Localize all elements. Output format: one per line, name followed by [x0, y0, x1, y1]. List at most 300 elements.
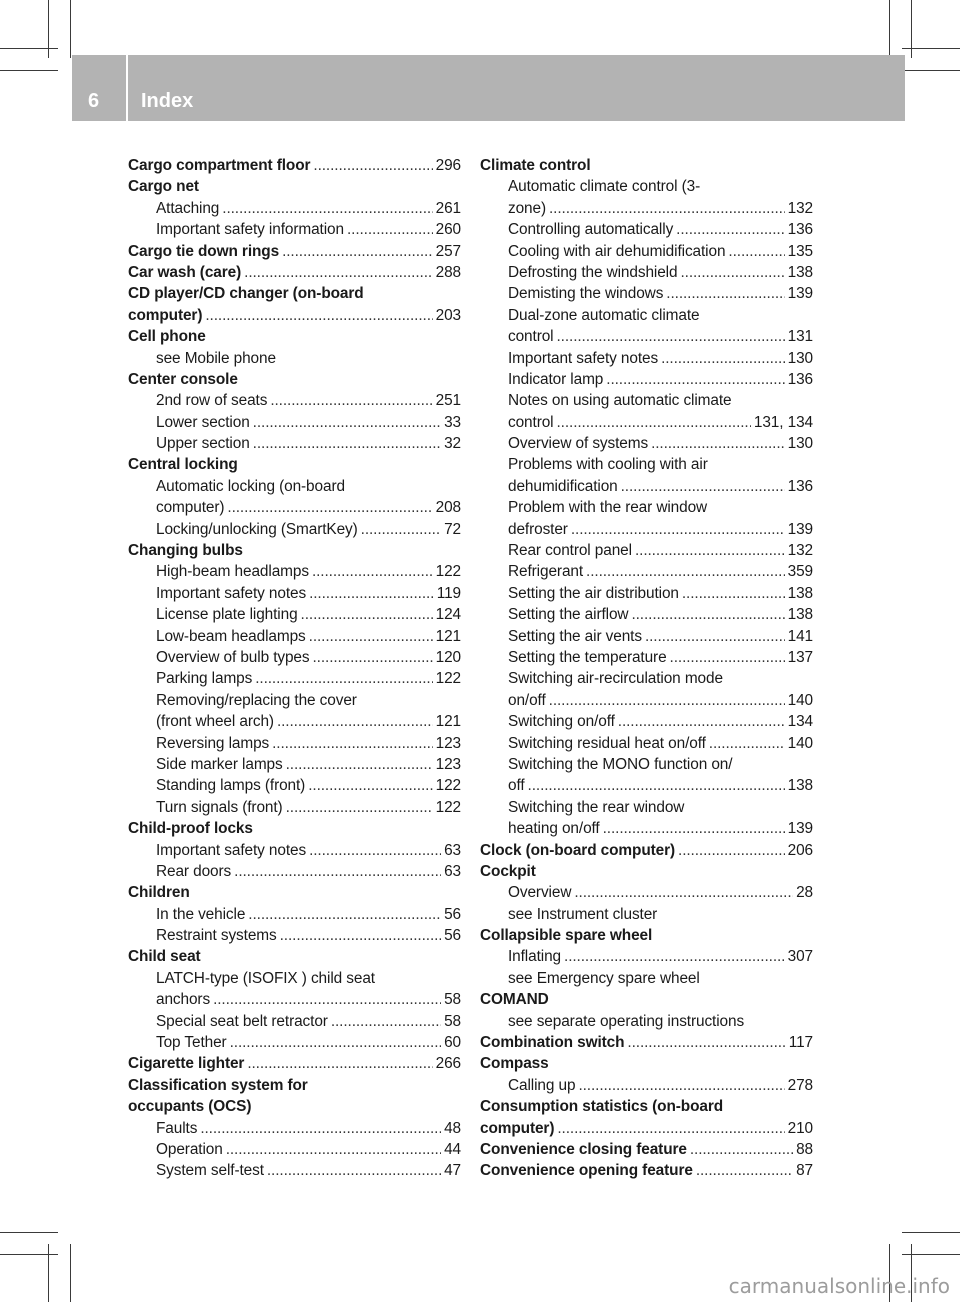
index-entry: [128, 1139, 461, 1160]
dot-leader: [549, 198, 785, 219]
crop-mark: [0, 70, 58, 71]
crop-mark: [889, 0, 890, 58]
index-entry-page: 47: [444, 1162, 461, 1180]
index-heading: Child seat: [128, 948, 201, 966]
index-entry-page: 124: [435, 606, 461, 624]
index-entry: [480, 369, 813, 390]
crop-mark: [48, 1244, 49, 1302]
crop-mark: [70, 1244, 71, 1302]
index-entry-page: 122: [435, 563, 461, 581]
index-entry-label: 2nd row of seats: [156, 392, 268, 410]
index-column-left: [128, 155, 461, 1182]
index-subtext: see Emergency spare wheel: [508, 969, 700, 987]
index-entry: [128, 412, 461, 433]
index-entry-page: 251: [435, 392, 461, 410]
index-entry-page: 257: [435, 242, 461, 260]
index-entry: [128, 711, 461, 732]
index-entry-label: Upper section: [156, 435, 250, 453]
dot-leader: [280, 925, 441, 946]
index-entry-page: 60: [444, 1034, 461, 1052]
index-entry-label: Controlling automatically: [508, 221, 674, 239]
dot-leader: [709, 733, 785, 754]
index-subtext: see Instrument cluster: [508, 905, 658, 923]
index-entry-page: 210: [787, 1119, 813, 1137]
index-entry-label: Rear control panel: [508, 542, 632, 560]
index-entry: [480, 882, 813, 903]
index-entry: [128, 561, 461, 582]
index-heading: Classification system for: [128, 1076, 308, 1094]
crop-mark: [0, 48, 58, 49]
index-entry-page: 122: [435, 670, 461, 688]
watermark: carmanualsonline.info: [728, 1274, 950, 1298]
dot-leader: [645, 626, 785, 647]
dot-leader: [282, 241, 433, 262]
dot-leader: [267, 1160, 441, 1181]
dot-leader: [331, 1011, 441, 1032]
index-subtext: Switching the rear window: [508, 798, 685, 816]
index-entry: [128, 668, 461, 689]
index-entry-label: In the vehicle: [156, 905, 246, 923]
index-entry-label: Side marker lamps: [156, 755, 283, 773]
crop-mark: [902, 1232, 960, 1233]
index-entry-label: Reversing lamps: [156, 734, 270, 752]
index-entry-page: 123: [435, 755, 461, 773]
index-entry: [480, 1032, 813, 1053]
page-header-bar: [72, 55, 905, 121]
index-entry: [480, 604, 813, 625]
index-entry: [480, 733, 813, 754]
page-title: Index: [141, 90, 194, 112]
index-entry-label: Important safety information: [156, 221, 344, 239]
dot-leader: [230, 1032, 441, 1053]
index-entry-page: 72: [444, 520, 461, 538]
dot-leader: [680, 262, 784, 283]
index-entry-label: (front wheel arch): [156, 713, 274, 731]
dot-leader: [571, 519, 785, 540]
dot-leader: [635, 540, 785, 561]
index-entry-page: 208: [435, 499, 461, 517]
index-entry: [480, 540, 813, 561]
index-heading: Collapsible spare wheel: [480, 927, 653, 945]
index-entry: [128, 647, 461, 668]
index-entry-label: Clock (on-board computer): [480, 841, 676, 859]
index-entry-page: 122: [435, 777, 461, 795]
index-heading: Consumption statistics (on-board: [480, 1098, 724, 1116]
index-subtext: Switching the MONO function on/: [508, 755, 733, 773]
dot-leader: [272, 733, 432, 754]
index-entry-label: Cigarette lighter: [128, 1055, 245, 1073]
index-entry: [480, 583, 813, 604]
dot-leader: [621, 476, 785, 497]
dot-leader: [690, 1139, 793, 1160]
index-entry-page: 131: [787, 328, 813, 346]
index-entry-label: Operation: [156, 1140, 223, 1158]
index-heading: Cockpit: [480, 862, 536, 880]
index-entry-label: Defrosting the windshield: [508, 263, 678, 281]
index-entry-label: Overview of systems: [508, 435, 649, 453]
index-entry-page: 137: [787, 648, 813, 666]
index-entry-page: 288: [435, 263, 461, 281]
index-entry-label: Important safety notes: [508, 349, 659, 367]
index-entry-page: 140: [787, 734, 813, 752]
index-entry: [480, 775, 813, 796]
index-entry-page: 261: [435, 199, 461, 217]
dot-leader: [528, 775, 785, 796]
index-entry: [480, 241, 813, 262]
index-entry-label: Setting the temperature: [508, 648, 667, 666]
index-entry-page: 278: [787, 1076, 813, 1094]
index-entry: [480, 561, 813, 582]
dot-leader: [277, 711, 433, 732]
index-subtext: Notes on using automatic climate: [508, 392, 732, 410]
index-entry-page: 87: [796, 1162, 813, 1180]
dot-leader: [301, 604, 433, 625]
index-entry-page: 140: [787, 691, 813, 709]
index-entry-label: License plate lighting: [156, 606, 298, 624]
index-entry-label: Car wash (care): [128, 263, 242, 281]
index-entry-label: off: [508, 777, 525, 795]
index-subtext: see Mobile phone: [156, 349, 276, 367]
index-entry-label: control: [508, 328, 554, 346]
index-entry-label: on/off: [508, 691, 546, 709]
index-entry: [480, 818, 813, 839]
dot-leader: [606, 369, 784, 390]
index-entry-page: 44: [444, 1140, 461, 1158]
index-heading: Central locking: [128, 456, 238, 474]
index-entry-label: Combination switch: [480, 1034, 625, 1052]
index-heading: Climate control: [480, 157, 591, 174]
index-entry-page: 117: [788, 1034, 813, 1052]
index-entry-label: Indicator lamp: [508, 370, 604, 388]
dot-leader: [728, 241, 784, 262]
index-entry-label: Restraint systems: [156, 927, 277, 945]
index-entry: [128, 1032, 461, 1053]
dot-leader: [226, 1139, 441, 1160]
index-entry-page: 138: [787, 584, 813, 602]
index-entry-label: Turn signals (front): [156, 798, 283, 816]
index-entry-label: zone): [508, 199, 546, 217]
dot-leader: [309, 626, 433, 647]
index-entry: [128, 1160, 461, 1181]
index-subtext: Problems with cooling with air: [508, 456, 708, 474]
index-entry-page: 121: [435, 713, 461, 731]
index-entry-label: Overview of bulb types: [156, 648, 310, 666]
index-entry-label: Setting the air distribution: [508, 584, 679, 602]
dot-leader: [666, 283, 784, 304]
dot-leader: [651, 433, 785, 454]
dot-leader: [557, 1118, 784, 1139]
dot-leader: [286, 797, 433, 818]
dot-leader: [682, 583, 785, 604]
index-entry: [128, 219, 461, 240]
index-entry-page: 58: [444, 1012, 461, 1030]
dot-leader: [312, 561, 433, 582]
index-entry-label: Refrigerant: [508, 563, 584, 581]
dot-leader: [549, 690, 785, 711]
index-entry: [480, 283, 813, 304]
index-entry-page: 63: [444, 841, 461, 859]
index-entry: [128, 497, 461, 518]
index-entry-label: Cargo tie down rings: [128, 242, 280, 260]
index-entry-label: Locking/unlocking (SmartKey): [156, 520, 358, 538]
dot-leader: [227, 497, 432, 518]
index-entry-label: anchors: [156, 991, 211, 1009]
index-entry-label: Calling up: [508, 1076, 576, 1094]
index-entry-label: Low-beam headlamps: [156, 627, 306, 645]
index-entry: [128, 604, 461, 625]
index-entry-page: 138: [787, 263, 813, 281]
index-entry: [480, 1118, 813, 1139]
index-entry: [128, 241, 461, 262]
dot-leader: [661, 348, 785, 369]
dot-leader: [676, 219, 784, 240]
index-heading: Changing bulbs: [128, 542, 243, 560]
dot-leader: [205, 305, 432, 326]
index-heading: Compass: [480, 1055, 549, 1073]
index-subtext: Problem with the rear window: [508, 499, 708, 517]
index-entry: [128, 989, 461, 1010]
index-subtext: Switching air-recirculation mode: [508, 670, 723, 688]
dot-leader: [557, 326, 785, 347]
dot-leader: [361, 519, 441, 540]
index-entry-label: Cargo compartment floor: [128, 157, 311, 174]
index-entry-label: Special seat belt retractor: [156, 1012, 328, 1030]
index-entry: [128, 305, 461, 326]
dot-leader: [627, 1032, 785, 1053]
index-entry-label: control: [508, 413, 554, 431]
index-entry-page: 56: [444, 905, 461, 923]
index-entry: [480, 1139, 813, 1160]
index-column-right: [480, 155, 813, 1182]
index-entry: [480, 840, 813, 861]
index-entry-page: 139: [787, 820, 813, 838]
index-entry-page: 121: [435, 627, 461, 645]
index-entry-page: 135: [787, 242, 813, 260]
index-entry: [128, 1053, 461, 1074]
index-entry: [128, 733, 461, 754]
index-entry-label: Attaching: [156, 199, 220, 217]
crop-mark: [902, 1254, 960, 1255]
index-entry: [128, 797, 461, 818]
index-entry: [128, 155, 461, 176]
index-entry-page: 130: [787, 349, 813, 367]
index-entry-label: defroster: [508, 520, 568, 538]
index-entry: [128, 754, 461, 775]
index-heading: CD player/CD changer (on-board: [128, 285, 364, 303]
dot-leader: [234, 861, 441, 882]
dot-leader: [557, 412, 751, 433]
dot-leader: [200, 1118, 441, 1139]
index-heading: Cargo net: [128, 178, 199, 196]
index-entry: [480, 690, 813, 711]
index-entry: [480, 711, 813, 732]
index-heading: occupants (OCS): [128, 1098, 252, 1116]
index-entry-page: 132: [787, 542, 813, 560]
index-entry-page: 120: [435, 648, 461, 666]
index-entry-label: Switching on/off: [508, 713, 615, 731]
dot-leader: [247, 1053, 432, 1074]
page-number: 6: [88, 90, 100, 112]
index-entry-page: 266: [435, 1055, 461, 1073]
dot-leader: [253, 412, 441, 433]
index-entry-label: Overview: [508, 884, 572, 902]
index-entry-page: 307: [787, 948, 813, 966]
index-heading: COMAND: [480, 991, 549, 1009]
index-entry-page: 63: [444, 862, 461, 880]
index-entry-label: Important safety notes: [156, 841, 307, 859]
index-entry-label: Top Tether: [156, 1034, 227, 1052]
index-entry-label: Standing lamps (front): [156, 777, 306, 795]
index-entry: [128, 840, 461, 861]
index-entry-page: 139: [787, 520, 813, 538]
dot-leader: [244, 262, 432, 283]
index-entry-page: 134: [787, 713, 813, 731]
dot-leader: [309, 840, 441, 861]
index-entry-page: 138: [787, 606, 813, 624]
header-divider: [126, 55, 128, 121]
index-entry: [128, 519, 461, 540]
dot-leader: [213, 989, 441, 1010]
dot-leader: [313, 647, 433, 668]
dot-leader: [564, 946, 785, 967]
index-entry: [480, 519, 813, 540]
index-subtext: Automatic climate control (3-: [508, 178, 701, 196]
index-entry-label: computer): [480, 1119, 555, 1137]
index-entry: [480, 1075, 813, 1096]
index-entry: [480, 476, 813, 497]
index-entry: [480, 198, 813, 219]
index-heading: Center console: [128, 370, 238, 388]
index-entry: [128, 583, 461, 604]
index-entry: [128, 904, 461, 925]
dot-leader: [248, 904, 441, 925]
dot-leader: [309, 583, 434, 604]
index-entry-page: 28: [796, 884, 813, 902]
crop-mark: [48, 0, 49, 58]
dot-leader: [578, 1075, 784, 1096]
index-entry: [128, 198, 461, 219]
crop-mark: [911, 0, 912, 58]
index-entry: [128, 1118, 461, 1139]
index-entry: [480, 626, 813, 647]
index-entry: [480, 647, 813, 668]
index-entry: [480, 348, 813, 369]
index-entry: [480, 946, 813, 967]
index-entry-label: Inflating: [508, 948, 562, 966]
index-entry: [128, 925, 461, 946]
index-entry-page: 88: [796, 1140, 813, 1158]
index-entry-label: Important safety notes: [156, 584, 307, 602]
index-entry-label: computer): [156, 499, 225, 517]
index-entry-page: 136: [787, 477, 813, 495]
dot-leader: [347, 219, 433, 240]
index-entry: [128, 775, 461, 796]
index-entry-page: 141: [787, 627, 813, 645]
index-heading: Child-proof locks: [128, 820, 253, 838]
index-entry-label: Switching residual heat on/off: [508, 734, 706, 752]
index-subtext: Removing/replacing the cover: [156, 691, 357, 709]
dot-leader: [253, 433, 441, 454]
index-entry: [128, 861, 461, 882]
index-entry-label: Demisting the windows: [508, 285, 664, 303]
index-entry: [480, 219, 813, 240]
index-entry: [480, 326, 813, 347]
index-entry-page: 132: [787, 199, 813, 217]
index-entry-page: 359: [787, 563, 813, 581]
dot-leader: [678, 840, 785, 861]
index-entry-page: 119: [436, 584, 461, 602]
index-entry-label: Convenience closing feature: [480, 1140, 687, 1158]
dot-leader: [255, 668, 432, 689]
crop-mark: [0, 1254, 58, 1255]
index-entry: [128, 262, 461, 283]
index-entry-label: Setting the air vents: [508, 627, 642, 645]
index-entry-label: High-beam headlamps: [156, 563, 309, 581]
index-entry-label: dehumidification: [508, 477, 618, 495]
dot-leader: [603, 818, 785, 839]
dot-leader: [222, 198, 432, 219]
index-entry-label: heating on/off: [508, 820, 600, 838]
index-entry-label: Parking lamps: [156, 670, 253, 688]
index-heading: Cell phone: [128, 328, 206, 346]
dot-leader: [313, 155, 432, 176]
index-entry: [480, 433, 813, 454]
dot-leader: [696, 1160, 793, 1181]
index-entry-page: 136: [787, 370, 813, 388]
crop-mark: [0, 1232, 58, 1233]
index-entry: [480, 262, 813, 283]
dot-leader: [618, 711, 785, 732]
index-subtext: LATCH-type (ISOFIX ) child seat: [156, 969, 375, 987]
dot-leader: [286, 754, 433, 775]
index-heading: Children: [128, 884, 190, 902]
index-entry-page: 33: [444, 413, 461, 431]
dot-leader: [574, 882, 793, 903]
dot-leader: [631, 604, 784, 625]
index-entry-page: 48: [444, 1119, 461, 1137]
index-entry-page: 32: [444, 435, 461, 453]
index-entry-label: System self-test: [156, 1162, 264, 1180]
crop-mark: [902, 70, 960, 71]
dot-leader: [670, 647, 785, 668]
index-entry-page: 123: [435, 734, 461, 752]
index-entry-label: Cooling with air dehumidification: [508, 242, 726, 260]
index-entry-label: computer): [128, 306, 203, 324]
index-entry-page: 122: [435, 798, 461, 816]
index-entry-label: Lower section: [156, 413, 250, 431]
index-entry: [128, 1011, 461, 1032]
dot-leader: [308, 775, 432, 796]
index-entry-label: Faults: [156, 1119, 198, 1137]
index-entry-page: 203: [435, 306, 461, 324]
index-entry-page: 130: [787, 435, 813, 453]
index-entry-page: 139: [787, 285, 813, 303]
index-entry-page: 131, 134: [753, 413, 813, 431]
index-entry-page: 260: [435, 221, 461, 239]
index-entry: [128, 390, 461, 411]
index-entry-page: 56: [444, 927, 461, 945]
index-entry-label: Setting the airflow: [508, 606, 629, 624]
index-entry-page: 136: [787, 221, 813, 239]
index-subtext: Dual-zone automatic climate: [508, 306, 700, 324]
index-entry: [128, 433, 461, 454]
index-entry: [480, 412, 813, 433]
index-subtext: Automatic locking (on-board: [156, 477, 345, 495]
index-entry-label: Rear doors: [156, 862, 232, 880]
dot-leader: [586, 561, 785, 582]
index-entry-page: 58: [444, 991, 461, 1009]
index-entry-page: 138: [787, 777, 813, 795]
